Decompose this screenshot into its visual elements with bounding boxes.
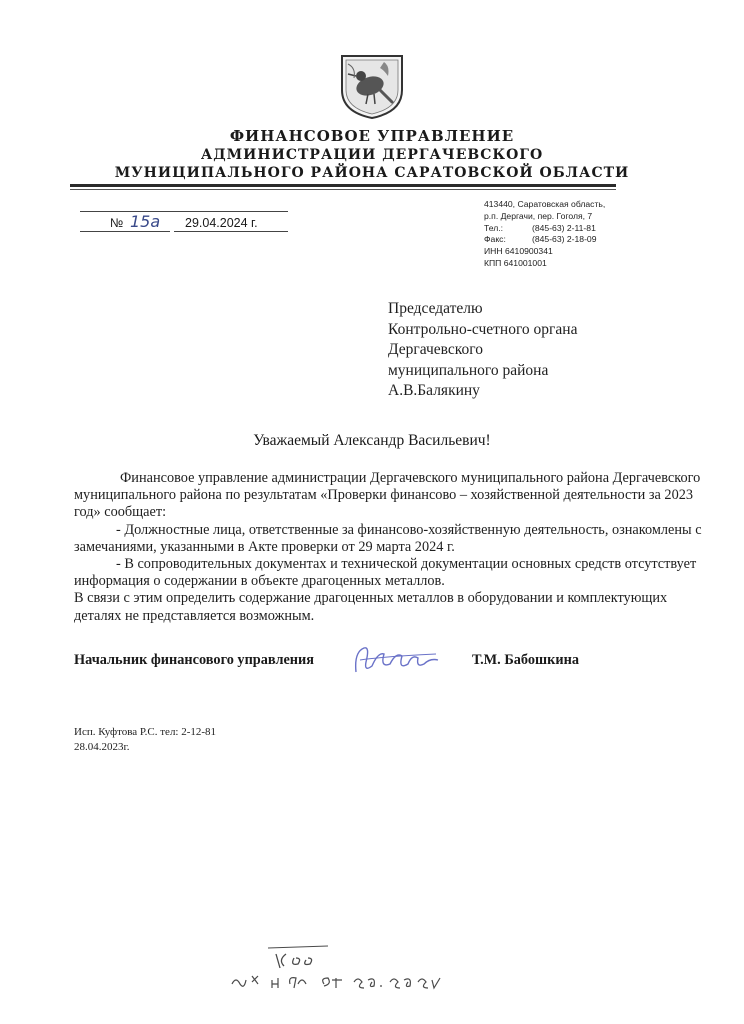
registration-number-line — [80, 231, 170, 232]
signatory-name: Т.М. Бабошкина — [472, 652, 579, 668]
greeting: Уважаемый Александр Васильевич! — [253, 432, 491, 449]
registration-date-line — [174, 231, 288, 232]
signatory-title: Начальник финансового управления — [74, 652, 315, 668]
addressee-block — [388, 299, 577, 402]
executor-date: 28.04.2023г. — [74, 740, 130, 753]
registration-number-handwritten: 15а — [130, 212, 161, 231]
contact-block — [484, 199, 605, 270]
addressee-line5: А.В.Балякину — [388, 382, 480, 399]
registration-number-prefix: № — [110, 216, 124, 230]
registration-date: 29.04.2024 г. — [185, 216, 258, 230]
phone-row — [484, 223, 605, 235]
registration-top-line — [80, 211, 288, 212]
signature-row — [74, 648, 654, 678]
address-line2: р.п. Дергачи, пер. Гоголя, 7 — [484, 210, 593, 221]
executor-line: Исп. Куфтова Р.С. тел: 2-12-81 — [74, 726, 217, 738]
handwritten-signature-icon — [350, 642, 442, 680]
phone-value: (845-63) 2-11-81 — [532, 222, 596, 233]
addressee-line3: Дергачевского — [388, 341, 484, 358]
kpp: КПП 641001001 — [484, 257, 547, 268]
fax-row — [484, 234, 605, 246]
org-title-line3: МУНИЦИПАЛЬНОГО РАЙОНА САРАТОВСКОЙ ОБЛАСТИ — [114, 165, 630, 181]
org-title-line2: АДМИНИСТРАЦИИ ДЕРГАЧЕВСКОГО — [200, 147, 544, 163]
addressee-line1: Председателю — [388, 300, 483, 317]
body-paragraph-3: - В сопроводительных документах и технической документации основных средств отсутствует информация о содержании в объекте драгоценных металлов. — [74, 556, 697, 590]
fax-label: Факс: — [484, 234, 506, 245]
org-title-line1: ФИНАНСОВОЕ УПРАВЛЕНИЕ — [229, 127, 515, 145]
header-divider-thin — [70, 189, 616, 190]
address-line1: 413440, Саратовская область, — [484, 199, 606, 209]
body-paragraph-4: В связи с этим определить содержание драгоценных металлов в оборудовании и комплектующих деталях не представляется возможным. — [74, 590, 668, 624]
inn: ИНН 6410900341 — [484, 246, 553, 257]
body-paragraph-1: Финансовое управление администрации Дергачевского муниципального района Дергачевского муниципального района по результатам «Проверки финансово – хозяйственной деятельности за 2023 год» сообщает: — [74, 470, 701, 521]
addressee-line4: муниципального района — [388, 361, 549, 379]
handwritten-incoming-note-icon — [228, 940, 458, 1002]
body-paragraph-2: - Должностные лица, ответственные за финансово-хозяйственную деятельность, ознакомлены с замечаниями, указанными в Акте проверки от 29 марта 2024 г. — [74, 521, 702, 555]
addressee-line2: Контрольно-счетного органа — [388, 320, 578, 338]
header-divider-thick — [70, 184, 616, 187]
letter-body — [74, 470, 714, 625]
fax-value: (845-63) 2-18-09 — [532, 234, 597, 245]
phone-label: Тел.: — [484, 222, 504, 233]
coat-of-arms-icon — [334, 50, 410, 120]
executor-block — [74, 725, 216, 754]
